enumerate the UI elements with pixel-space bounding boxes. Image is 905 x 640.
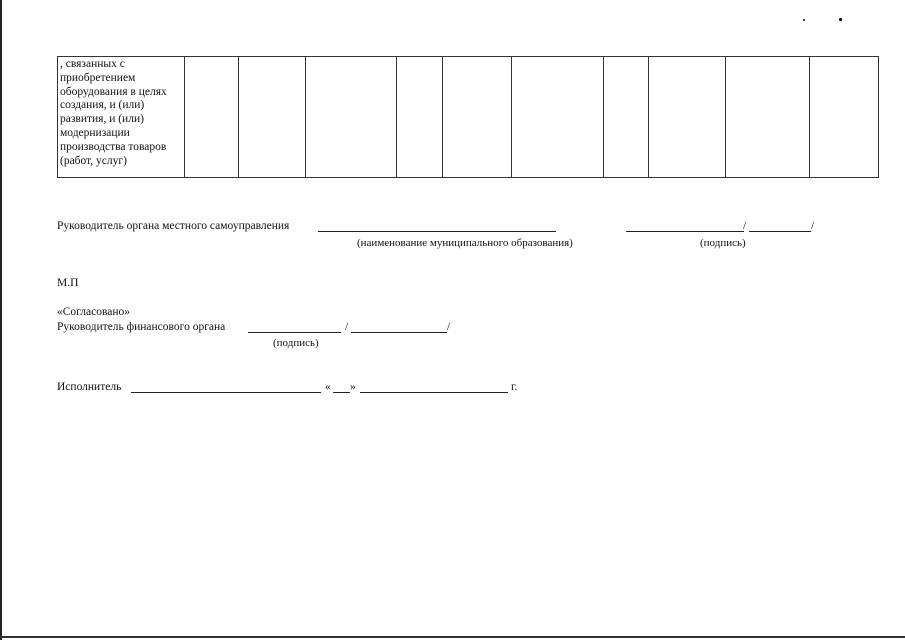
table-cell — [512, 57, 604, 178]
seal-label: М.П — [57, 277, 79, 289]
page-edge — [0, 0, 2, 640]
signature-line — [248, 332, 341, 333]
municipality-name-line — [318, 231, 556, 232]
table-cell — [604, 57, 649, 178]
day-line — [333, 392, 350, 393]
quote-close: » — [350, 381, 356, 393]
cell-line: приобретением — [60, 71, 136, 84]
cell-line: оборудования в целях — [60, 85, 167, 98]
data-table — [57, 56, 879, 178]
table-cell — [185, 57, 239, 178]
cell-line: (работ, услуг) — [60, 154, 127, 167]
slash: / — [811, 220, 815, 232]
slash: / — [345, 321, 349, 333]
table-cell — [810, 57, 879, 178]
name-line — [749, 231, 811, 232]
executor-label: Исполнитель — [57, 381, 122, 393]
table-cell — [239, 57, 306, 178]
signature-caption: (подпись) — [273, 337, 319, 349]
table-cell — [397, 57, 443, 178]
month-year-line — [360, 392, 508, 393]
head-local-gov-label: Руководитель органа местного самоуправления — [57, 220, 290, 232]
executor-name-line — [131, 392, 321, 393]
head-finance-label: Руководитель финансового органа — [57, 321, 226, 333]
name-line — [351, 332, 447, 333]
scan-speck — [839, 18, 842, 21]
cell-line: развития, и (или) — [60, 113, 144, 126]
cell-line: создания, и (или) — [60, 99, 145, 112]
cell-line: , связанных с — [60, 58, 125, 70]
table-cell — [649, 57, 726, 178]
signature-line — [626, 231, 744, 232]
signature-caption: (подпись) — [700, 237, 746, 249]
cell-line: производства товаров — [60, 140, 167, 153]
table-cell — [306, 57, 397, 178]
slash: / — [447, 321, 451, 333]
table-cell-description — [58, 57, 185, 178]
approved-label: «Согласовано» — [57, 306, 131, 318]
scan-speck — [803, 19, 805, 21]
table-cell — [726, 57, 810, 178]
slash: / — [743, 220, 747, 232]
page-edge — [0, 636, 905, 638]
year-suffix: г. — [511, 381, 518, 393]
cell-line: модернизации — [60, 126, 130, 139]
table-row — [58, 57, 879, 178]
municipality-caption: (наименование муниципального образования) — [357, 237, 573, 249]
table-cell — [443, 57, 512, 178]
quote-open: « — [325, 381, 331, 393]
